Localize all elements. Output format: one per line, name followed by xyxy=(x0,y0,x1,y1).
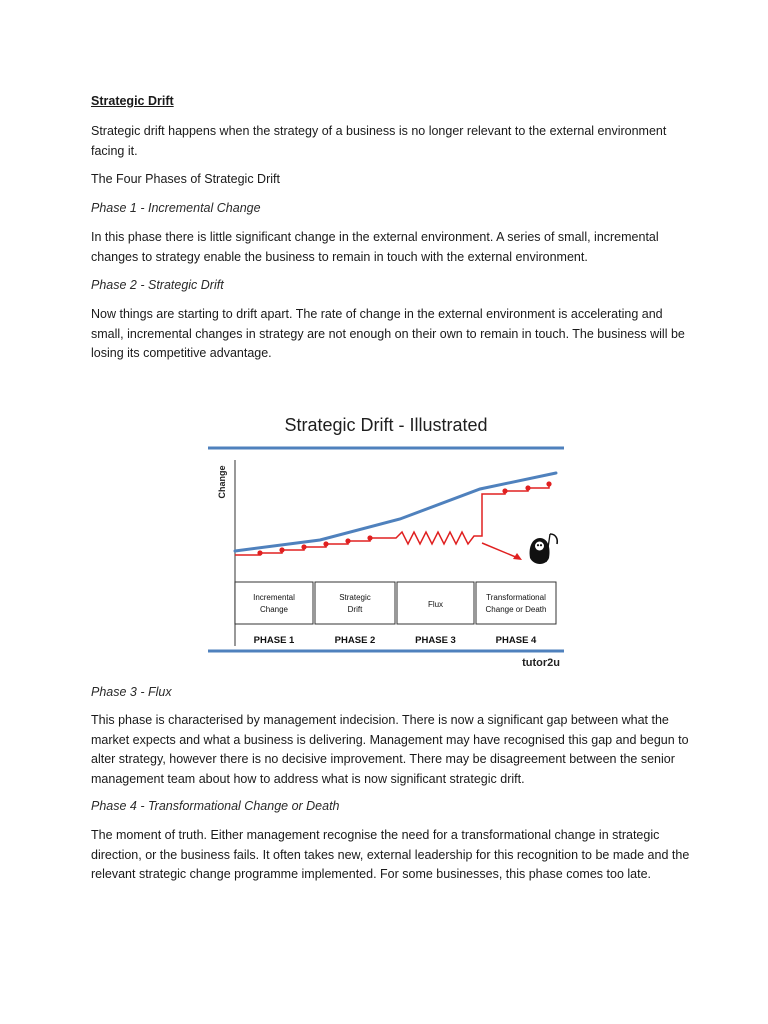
box-label: Change xyxy=(259,605,289,614)
diagram-title: Strategic Drift - Illustrated xyxy=(284,415,488,435)
strategic-drift-diagram xyxy=(200,400,572,672)
phase-label: PHASE 4 xyxy=(495,635,537,646)
phase3-title: Phase 3 - Flux xyxy=(91,685,172,699)
strategy-point xyxy=(546,481,551,486)
phase4-body: The moment of truth. Either management recognise the need for a transformational change in strategic direction, or the business fails. It often takes new, external leadership for this recognition to be made and the relevant strategic change programme implemented. For some businesses, this phase comes too late. xyxy=(91,828,690,881)
phase-boxes xyxy=(235,582,556,624)
strategy-point xyxy=(257,550,262,555)
document-heading: Strategic Drift xyxy=(91,94,174,108)
phase3-body: This phase is characterised by management indecision. There is now a significant gap between what the market expects and what a business is delivering. Management may have recognised this gap and begun to alter strategy, however there is no decisive improvement. There may be disagreement between the senior management team about how to address what is now significant strategic drift. xyxy=(91,713,689,786)
intro-paragraph: Strategic drift happens when the strategy of a business is no longer relevant to the external environment facing it. xyxy=(91,124,667,158)
strategy-point xyxy=(279,547,284,552)
environment-line xyxy=(235,473,556,551)
phase2-body: Now things are starting to drift apart. The rate of change in the external environment is accelerating and small, incremental changes in strategy are not enough on their own to remain in touch. The business will be losing its competitive advantage. xyxy=(91,307,685,360)
phase-label: PHASE 1 xyxy=(253,635,295,646)
box-label: Transformational xyxy=(486,593,546,602)
phase1-title: Phase 1 - Incremental Change xyxy=(91,201,261,215)
strategy-point xyxy=(525,485,530,490)
phases-title: The Four Phases of Strategic Drift xyxy=(91,172,280,186)
phase-label: PHASE 2 xyxy=(334,635,376,646)
decline-line xyxy=(482,543,518,558)
box-label: Strategic xyxy=(339,593,371,602)
strategy-point xyxy=(502,488,507,493)
phase2-title: Phase 2 - Strategic Drift xyxy=(91,278,224,292)
phase4-title: Phase 4 - Transformational Change or Death xyxy=(91,799,340,813)
phase-label: PHASE 3 xyxy=(415,635,456,646)
phase-box xyxy=(476,582,556,624)
phase-box xyxy=(235,582,313,624)
box-label: Drift xyxy=(347,605,363,614)
strategy-point xyxy=(367,535,372,540)
box-label: Incremental xyxy=(253,593,295,602)
strategy-point xyxy=(323,541,328,546)
strategy-point xyxy=(345,538,350,543)
tutor2u-logo: tutor2u xyxy=(522,657,560,669)
box-label: Flux xyxy=(427,600,444,609)
phase1-body: In this phase there is little significant change in the external environment. A series of small, incremental changes to strategy enable the business to remain in touch with the external environment. xyxy=(91,230,659,264)
phase-box xyxy=(315,582,395,624)
diagram-svg xyxy=(200,400,572,672)
grim-reaper-icon xyxy=(530,534,558,564)
box-label: Change or Death xyxy=(485,605,547,614)
strategy-point xyxy=(301,544,306,549)
y-axis-label: Change xyxy=(217,465,227,499)
